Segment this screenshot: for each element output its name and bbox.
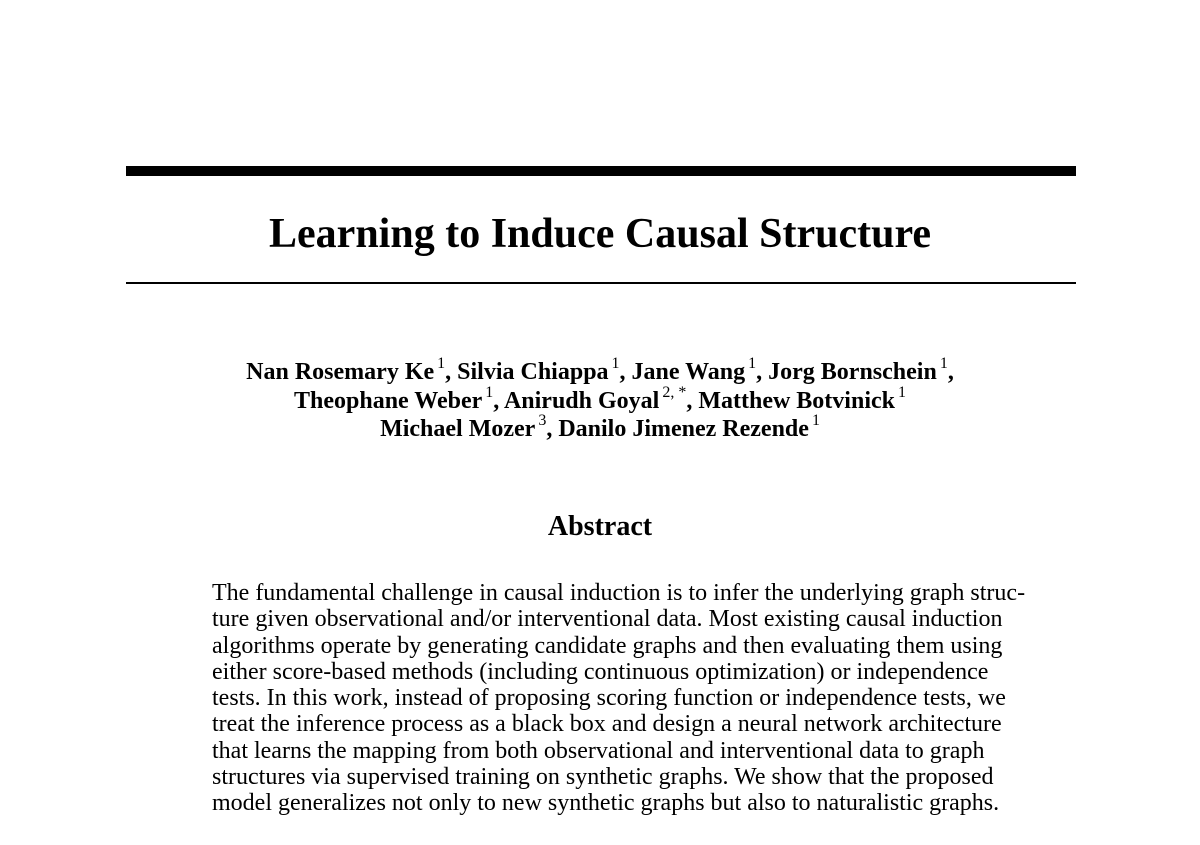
author xyxy=(768,355,954,385)
author-affiliation: 1 xyxy=(748,355,757,372)
abstract-line: tests. In this work, instead of proposing scoring function or independence tests, we xyxy=(212,685,1006,712)
author xyxy=(294,383,504,414)
author xyxy=(246,355,458,385)
author-separator: , xyxy=(493,387,504,414)
abstract-line: structures via supervised training on synthetic graphs. We show that the proposed xyxy=(212,764,994,791)
author-name: Silvia Chiappa xyxy=(457,359,609,385)
abstract-line: that learns the mapping from both observational and interventional data to graph xyxy=(212,737,985,764)
author-name: Jane Wang xyxy=(631,359,746,385)
author-separator: , xyxy=(445,359,458,385)
author-name: Jorg Bornschein xyxy=(768,359,937,385)
abstract-line: ture given observational and/or interventional data. Most existing causal induction xyxy=(212,606,1003,633)
author-name: Theophane Weber xyxy=(294,387,483,414)
abstract-line: algorithms operate by generating candidate graphs and then evaluating them using xyxy=(212,632,1003,659)
abstract-line: treat the inference process as a black box and design a neural network architecture xyxy=(212,711,1002,738)
abstract-line: either score-based methods (including continuous optimization) or independence xyxy=(212,658,989,685)
author xyxy=(631,355,769,385)
author-affiliation: 1 xyxy=(485,383,494,401)
title-top-rule xyxy=(126,166,1076,176)
author-separator: , xyxy=(756,359,769,385)
author-list xyxy=(0,355,1200,444)
author-separator: , xyxy=(947,359,954,385)
abstract-line: The fundamental challenge in causal induction is to infer the underlying graph struc- xyxy=(212,580,1026,606)
abstract-heading: Abstract xyxy=(547,511,653,542)
author-affiliation: 2, * xyxy=(662,383,687,401)
author-name: Nan Rosemary Ke xyxy=(246,359,435,385)
author xyxy=(558,412,820,442)
author-separator: , xyxy=(619,359,632,385)
title-bottom-rule xyxy=(126,282,1076,284)
abstract-body xyxy=(212,580,1026,817)
author-separator: , xyxy=(546,416,559,442)
author xyxy=(380,412,559,442)
author-separator: , xyxy=(686,387,699,414)
author-name: Michael Mozer xyxy=(380,416,536,442)
author-name: Matthew Botvinick xyxy=(698,387,895,414)
author-line-3 xyxy=(0,412,1200,444)
author-name: Anirudh Goyal xyxy=(503,387,660,414)
author-affiliation: 1 xyxy=(811,412,820,429)
author-line-1 xyxy=(0,355,1200,387)
author-affiliation: 1 xyxy=(897,383,906,401)
author-affiliation: 3 xyxy=(538,412,547,429)
author xyxy=(457,355,632,385)
paper-title: Learning to Induce Causal Structure xyxy=(269,211,931,257)
author xyxy=(698,383,906,414)
author xyxy=(503,383,699,414)
author-name: Danilo Jimenez Rezende xyxy=(558,416,809,442)
author-affiliation: 1 xyxy=(437,355,446,372)
author-affiliation: 1 xyxy=(939,355,948,372)
author-line-2 xyxy=(0,383,1200,416)
author-affiliation: 1 xyxy=(611,355,620,372)
abstract-line: model generalizes not only to new synthetic graphs but also to naturalistic graphs. xyxy=(212,790,1000,817)
